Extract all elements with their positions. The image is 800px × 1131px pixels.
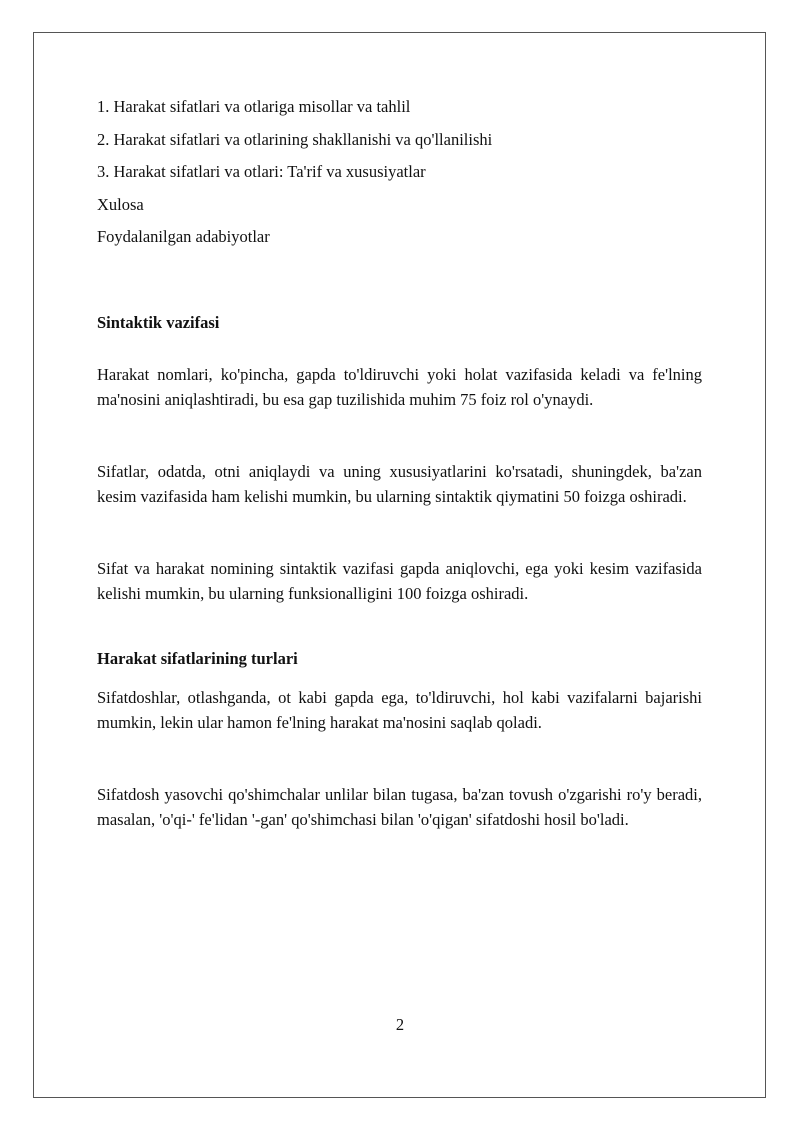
paragraph: Sifatdosh yasovchi qo'shimchalar unlilar bilan tugasa, ba'zan tovush o'zgarishi ro'y beradi, masalan, 'o'qi-' fe'lidan '-gan' qo'shimchasi bilan 'o'qigan' sifatdoshi hosil bo'ladi. — [97, 785, 702, 829]
document-body — [97, 94, 702, 832]
paragraph: Harakat nomlari, ko'pincha, gapda to'ldiruvchi yoki holat vazifasida keladi va fe'lning ma'nosini aniqlashtiradi, bu esa gap tuzilishida muhim 75 foiz rol o'ynaydi. — [97, 365, 702, 409]
table-of-contents — [97, 94, 702, 249]
toc-item: Xulosa — [97, 194, 144, 214]
section-heading-turlari: Harakat sifatlarining turlari — [97, 649, 298, 668]
paragraph: Sifatlar, odatda, otni aniqlaydi va uning xususiyatlarini ko'rsatadi, shuningdek, ba'zan kesim vazifasida ham kelishi mumkin, bu ularning sintaktik qiymatini 50 foizga oshiradi. — [97, 462, 702, 506]
toc-item: 2. Harakat sifatlari va otlarining shakllanishi va qo'llanilishi — [97, 129, 493, 149]
section-heading-sintaktik: Sintaktik vazifasi — [97, 313, 220, 332]
paragraph: Sifatdoshlar, otlashganda, ot kabi gapda ega, to'ldiruvchi, hol kabi vazifalarni bajarishi mumkin, lekin ular hamon fe'lning harakat ma'nosini saqlab qoladi. — [97, 688, 702, 732]
toc-item: 1. Harakat sifatlari va otlariga misollar va tahlil — [97, 97, 411, 116]
toc-item: Foydalanilgan adabiyotlar — [97, 227, 270, 246]
paragraph: Sifat va harakat nomining sintaktik vazifasi gapda aniqlovchi, ega yoki kesim vazifasida kelishi mumkin, bu ularning funksionalligini 100 foizga oshiradi. — [97, 559, 702, 603]
page-number: 2 — [395, 1015, 405, 1034]
toc-item: 3. Harakat sifatlari va otlari: Ta'rif va xususiyatlar — [97, 162, 426, 181]
